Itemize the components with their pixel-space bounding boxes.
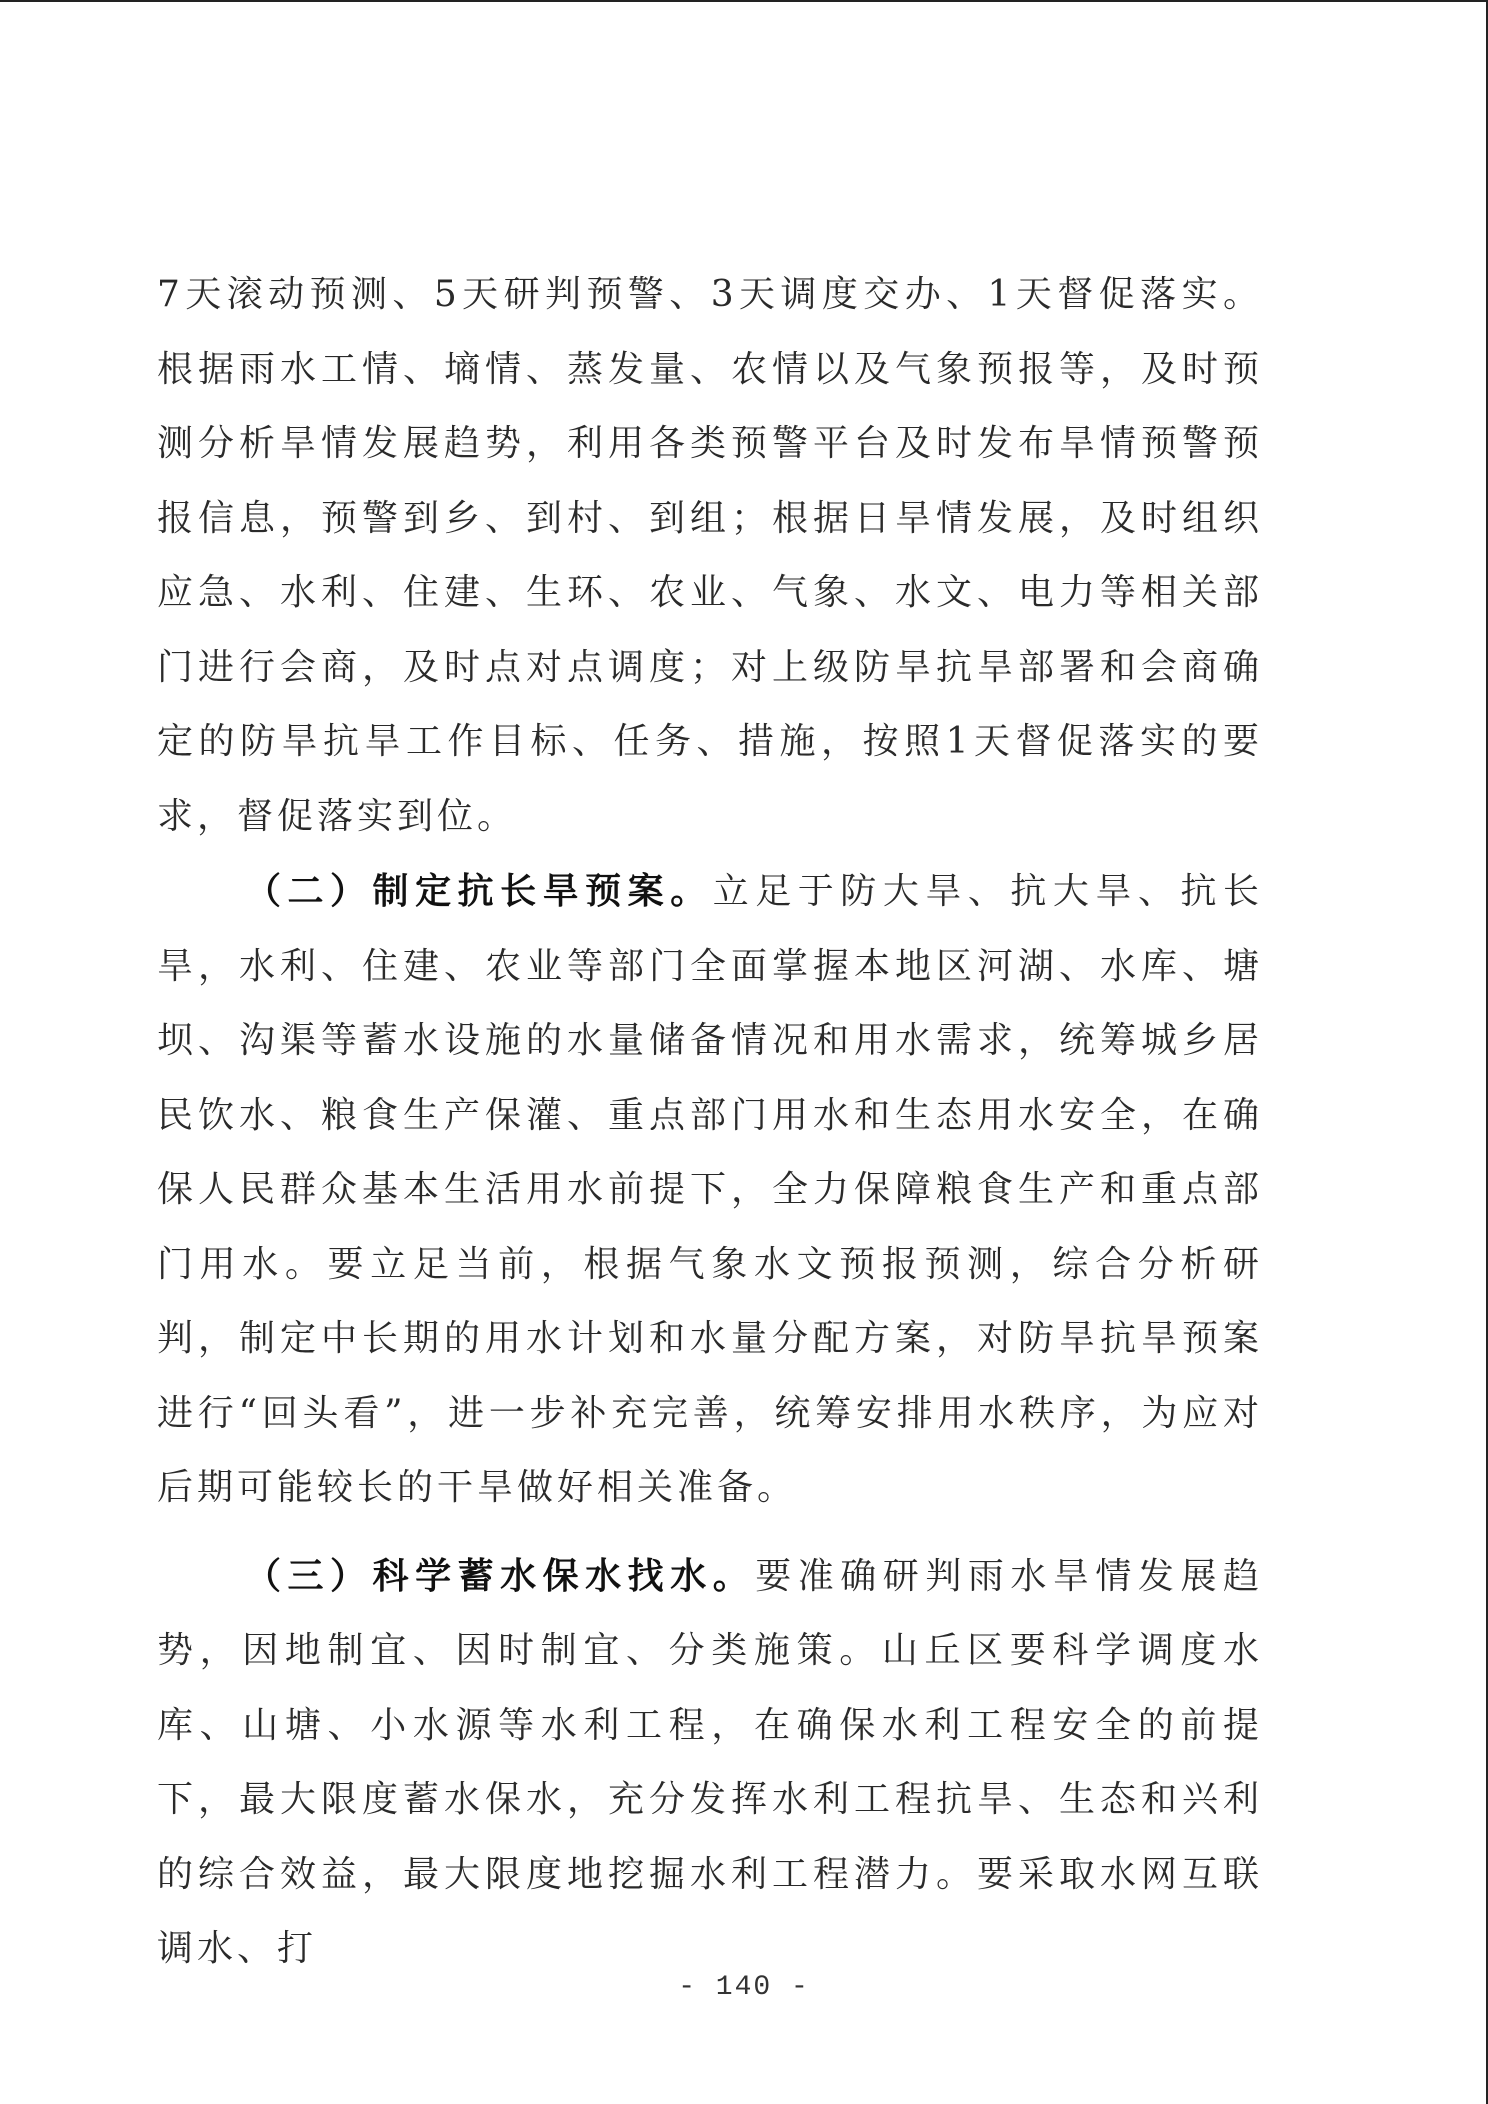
paragraph-2-heading: （二）制定抗长旱预案。 xyxy=(245,870,713,912)
page-number: - 140 - xyxy=(678,1972,810,2003)
document-body xyxy=(157,258,1263,1987)
paragraph-3 xyxy=(157,1539,1263,1987)
paragraph-3-text: 要准确研判雨水旱情发展趋势，因地制宜、因时制宜、分类施策。山丘区要科学调度水库、山塘、小水源等水利工程，在确保水利工程安全的前提下，最大限度蓄水保水，充分发挥水利工程抗旱、生态和兴利的综合效益，最大限度地挖掘水利工程潜力。要采取水网互联调水、打 xyxy=(157,1555,1263,1969)
paragraph-1-text: 7天滚动预测、5天研判预警、3天调度交办、1天督促落实。根据雨水工情、墒情、蒸发量、农情以及气象预报等，及时预测分析旱情发展趋势，利用各类预警平台及时发布旱情预警预报信息，预警到乡、到村、到组；根据日旱情发展，及时组织应急、水利、住建、生环、农业、气象、水文、电力等相关部门进行会商，及时点对点调度；对上级防旱抗旱部署和会商确定的防旱抗旱工作目标、任务、措施，按照1天督促落实的要求，督促落实到位。 xyxy=(157,274,1263,837)
paragraph-1 xyxy=(157,258,1263,854)
paragraph-2 xyxy=(157,854,1263,1526)
paragraph-3-heading: （三）科学蓄水保水找水。 xyxy=(245,1554,756,1597)
paragraph-2-text: 立足于防大旱、抗大旱、抗长旱，水利、住建、农业等部门全面掌握本地区河湖、水库、塘坝、沟渠等蓄水设施的水量储备情况和用水需求，统筹城乡居民饮水、粮食生产保灌、重点部门用水和生态用水安全，在确保人民群众基本生活用水前提下，全力保障粮食生产和重点部门用水。要立足当前，根据气象水文预报预测，综合分析研判，制定中长期的用水计划和水量分配方案，对防旱抗旱预案进行“回头看”，进一步补充完善，统筹安排用水秩序，为应对后期可能较长的干旱做好相关准备。 xyxy=(157,871,1263,1508)
